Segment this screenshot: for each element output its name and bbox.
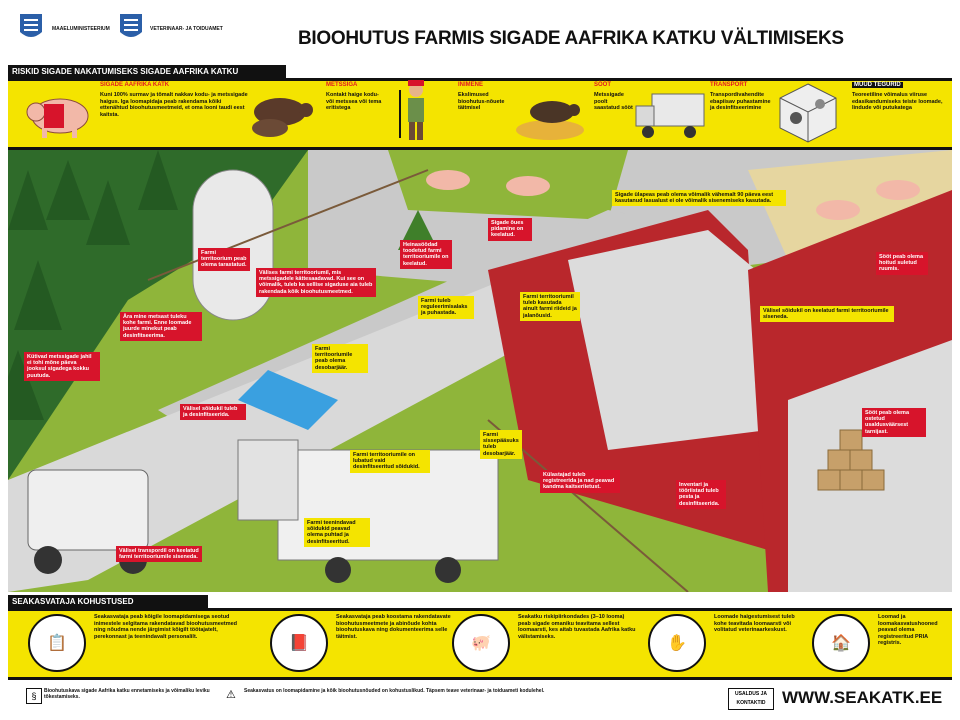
scene-note: Välisel sõidukil on keelatud farmi territooriumile siseneda. [760, 306, 894, 322]
risk-title-feed: SÖÖT [594, 82, 612, 88]
risk-text-transport: Transpordivahendite ebapiisav puhastamine ja desinfitseerimine [710, 92, 771, 111]
contact-badge: USALDUS JA KONTAKTID [728, 688, 774, 710]
hand-phone-icon: ✋ [648, 614, 706, 672]
risk-text-boar: Kontakt haige kodu- või metssea või tema eritistega [326, 92, 382, 111]
scene-note: Sööt peab olema hoitud suletud ruumis. [876, 252, 928, 275]
website-link[interactable]: WWW.SEAKATK.EE [782, 688, 943, 707]
risk-title-other: MUUD TEGURID [854, 82, 901, 88]
truck-icon [634, 88, 708, 142]
scene-note: Välises farmi territooriumil, mis metssigadele kättesaadavad. Kui see on võimalik, tuleb ka sellise sigaduse aia tuleb rakendada kõik bioohutusmeetmed. [256, 268, 376, 297]
risk-text-human: Ekslimused bioohutus-nõuete täitmisel [458, 92, 505, 111]
scene-note: Farmi sissepääsuks tuleb desobarjäär. [480, 430, 522, 459]
scene-note: Sigade ülapeas peab olema võimalik vähemalt 90 päeva eest kasutanud lasualust ei ole võimalik sisenemiseks kasutada. [612, 190, 786, 206]
barn-badge-icon: 🏠 [812, 614, 870, 672]
footer-note-1: Bioohutuskava sigade Aafrika katku ennetamiseks ja võimaliku leviku tõkestamiseks. [44, 688, 210, 700]
scene-note: Külastajad tuleb registreerida ja nad peavad kandma kaitseriietust. [540, 470, 620, 493]
pig-icon [22, 82, 94, 144]
duty-text: Loomade haigestumisest tuleb kohe teavitada loomaarsti või volitatud veterinaarkeskust. [714, 614, 795, 633]
scene-note: Farmi territooriumile peab olema desobarjäär. [312, 344, 368, 373]
info-icon: § [26, 688, 42, 704]
scene-note: Farmi territoorium peab olema tarastatud. [198, 248, 250, 271]
duty-text: Seakatku riskipiirkondades (3–10 looma) peab sigade omaniku teavitama sellest loomaarsti, kes aitab tuvastada Aafrika katku välistamiseks. [518, 614, 636, 640]
feed-icon [512, 84, 588, 144]
risk-text-other: Teoreetiline võimalus viiruse edasikandumiseks teiste loomade, lindude või putukatega [852, 92, 943, 111]
risk-title-boar: METSSIGA [326, 82, 358, 88]
scene-note: Välisel transpordil on keelatud farmi territooriumile siseneda. [116, 546, 202, 562]
risks-heading: RISKID SIGADE NAKATUMISEKS SIGADE AAFRIKA KATKU [8, 65, 286, 78]
risk-title-human: INIMENE [458, 82, 484, 88]
risk-text-feed: Metssigade poolt saastatud sööt [594, 92, 633, 111]
farm-scene-svg [8, 150, 952, 592]
scene-note: Kütivad metssigade jahil ei tohi mõne päeva jooksul sigadega kokku puutuda. [24, 352, 100, 381]
cube-icon [776, 80, 840, 144]
scene-note: Farmi territooriumil tuleb kasutada ainult farmi riideid ja jalanõusid. [520, 292, 580, 321]
scene-note: Ära mine metsast tuleku kohe farmi. Enne loomade juurde minekut peab desinfitseerima. [120, 312, 202, 341]
page-title: BIOOHUTUS FARMIS SIGADE AAFRIKA KATKU VÄLTIMISEKS [298, 28, 844, 49]
ministry-1: MAAELUMINISTEERIUM [52, 26, 110, 32]
scene-note: Farmi territooriumile on lubatud vaid desinfitseeritud sõidukid. [350, 450, 430, 473]
scene-note: Farmi teenindavad sõidukid peavad olema puhtad ja desinfitseeritud. [304, 518, 370, 547]
wild-boar-icon [246, 82, 318, 142]
scene-note: Välisel sõidukil tuleb ja desinfitseerida. [180, 404, 246, 420]
footer [0, 682, 960, 720]
scene-note: Sööt peab olema ostetud usaldusväärsest tarnijast. [862, 408, 926, 437]
header [0, 0, 960, 62]
duty-text: Seakasvataja peab kõigile loomapidamisega seotud inimestele selgitama rakendatavad bioohutusmeetmed ning nõudma nende järgimist kõigilt töötajatelt, perekonnast ja teenindavalt personalilt. [94, 614, 238, 640]
scene-note: Sigade õues pidamine on keelatud. [488, 218, 532, 241]
duties-heading: SEAKASVATAJA KOHUSTUSED [8, 595, 208, 608]
scene-note: Heinasöödad toodetud farmi territooriumile on keelatud. [400, 240, 452, 269]
risk-title-transport: TRANSPORT [710, 82, 748, 88]
risk-title-asf: SIGADE AAFRIKA KATK [100, 82, 170, 88]
vet-icon: 🐖 [452, 614, 510, 672]
document-icon: 📕 [270, 614, 328, 672]
estonia-coat-of-arms-icon [118, 12, 144, 44]
scene-note: Inventari ja tööriistad tuleb pesta ja desinfitseerida. [676, 480, 726, 509]
risk-text-asf: Kuni 100% surmav ja tõmalt nakkav kodu- ja metssigade haigus. Iga loomapidaja peab rakendama kõiki ettenähtud bioohutusmeetmeid, et oma looni taudi eest kaitsta. [100, 92, 248, 118]
ministry-2: VETERINAAR- JA TOIDUAMET [150, 26, 223, 32]
footer-note-2: Seakasvatus on loomapidamine ja kõik bioohutusnõuded on kohustuslikud. Täpsem teave veterinaar- ja toiduameti kodulehel. [244, 688, 545, 694]
warning-icon: ⚠ [226, 689, 236, 701]
scene-note: Farmi tuleb reguleerimisalaks ja puhastada. [418, 296, 474, 319]
duty-text: Loomad ja loomakasvatushooned peavad olema registreeritud PRIA registris. [878, 614, 938, 646]
checklist-icon: 📋 [28, 614, 86, 672]
farm-illustration [8, 150, 952, 592]
person-icon [388, 76, 438, 146]
estonia-coat-of-arms-icon [18, 12, 44, 44]
duty-text: Seakasvataja peab koostama rakendatavate bioohutusmeetmete ja abinõude kohta bioohutuskava ning dokumenteerima selle täitmist. [336, 614, 451, 640]
